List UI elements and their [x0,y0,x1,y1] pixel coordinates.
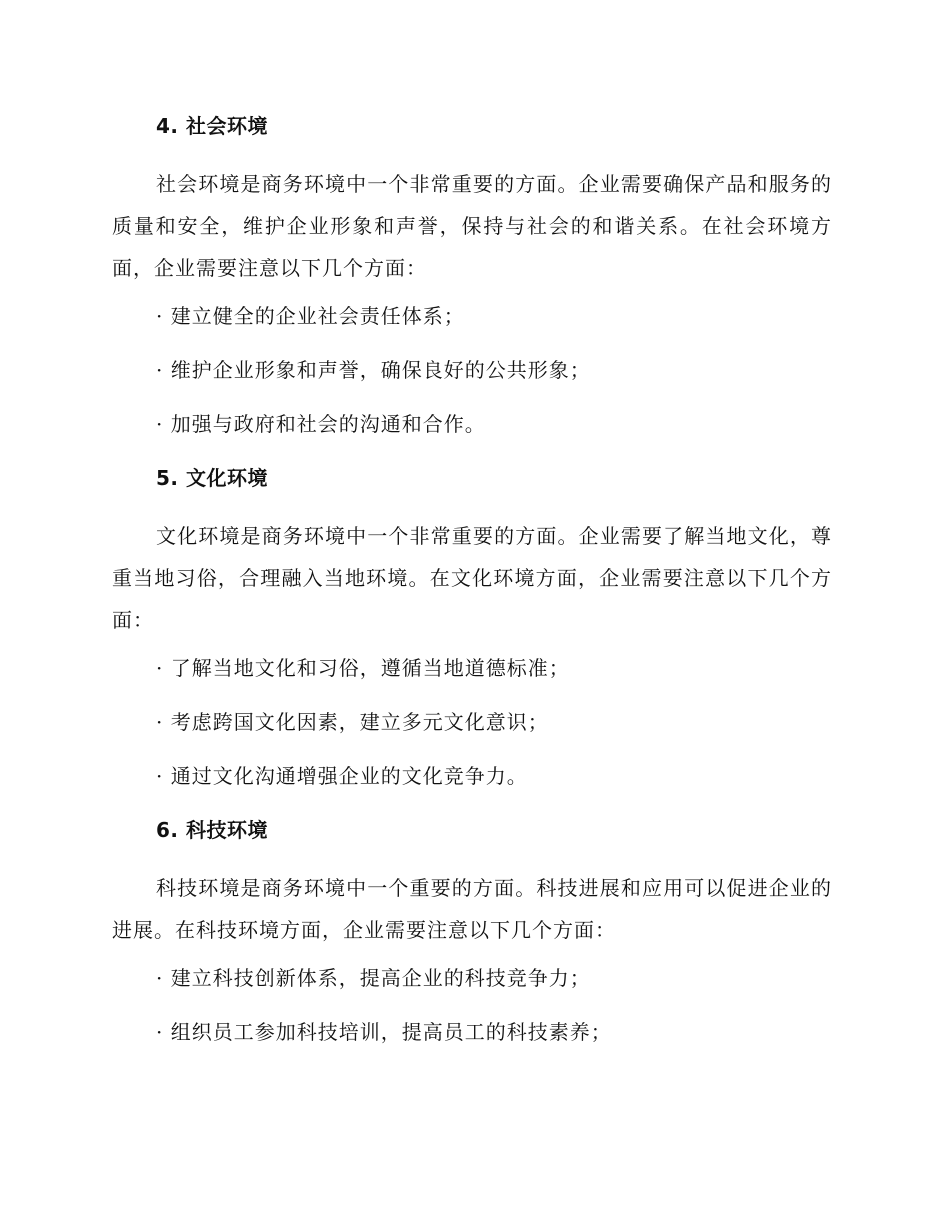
section-heading: 4. 社会环境 [156,114,268,138]
bullet-item: · 建立科技创新体系，提高企业的科技竞争力； [156,966,591,990]
section-heading: 5. 文化环境 [156,466,268,490]
bullet-item: · 考虑跨国文化因素，建立多元文化意识； [156,710,549,734]
section-social-environment [112,111,832,439]
section-paragraph: 文化环境是商务环境中一个非常重要的方面。企业需要了解当地文化，尊重当地习俗，合理融入当地环境。在文化环境方面，企业需要注意以下几个方面： [112,524,832,632]
bullet-item: · 组织员工参加科技培训，提高员工的科技素养； [156,1020,612,1044]
bullet-item: · 维护企业形象和声誉，确保良好的公共形象； [156,358,591,382]
bullet-item: · 了解当地文化和习俗，遵循当地道德标准； [156,656,570,680]
section-heading: 6. 科技环境 [156,818,268,842]
section-cultural-environment [112,463,832,791]
section-paragraph: 社会环境是商务环境中一个非常重要的方面。企业需要确保产品和服务的质量和安全，维护企业形象和声誉，保持与社会的和谐关系。在社会环境方面，企业需要注意以下几个方面： [112,172,832,280]
document-body [112,111,832,1071]
bullet-item: · 建立健全的企业社会责任体系； [156,304,465,328]
section-paragraph: 科技环境是商务环境中一个重要的方面。科技进展和应用可以促进企业的进展。在科技环境方面，企业需要注意以下几个方面： [112,876,832,942]
bullet-item: · 加强与政府和社会的沟通和合作。 [156,412,486,436]
bullet-item: · 通过文化沟通增强企业的文化竞争力。 [156,764,528,788]
section-technology-environment [112,815,832,1047]
